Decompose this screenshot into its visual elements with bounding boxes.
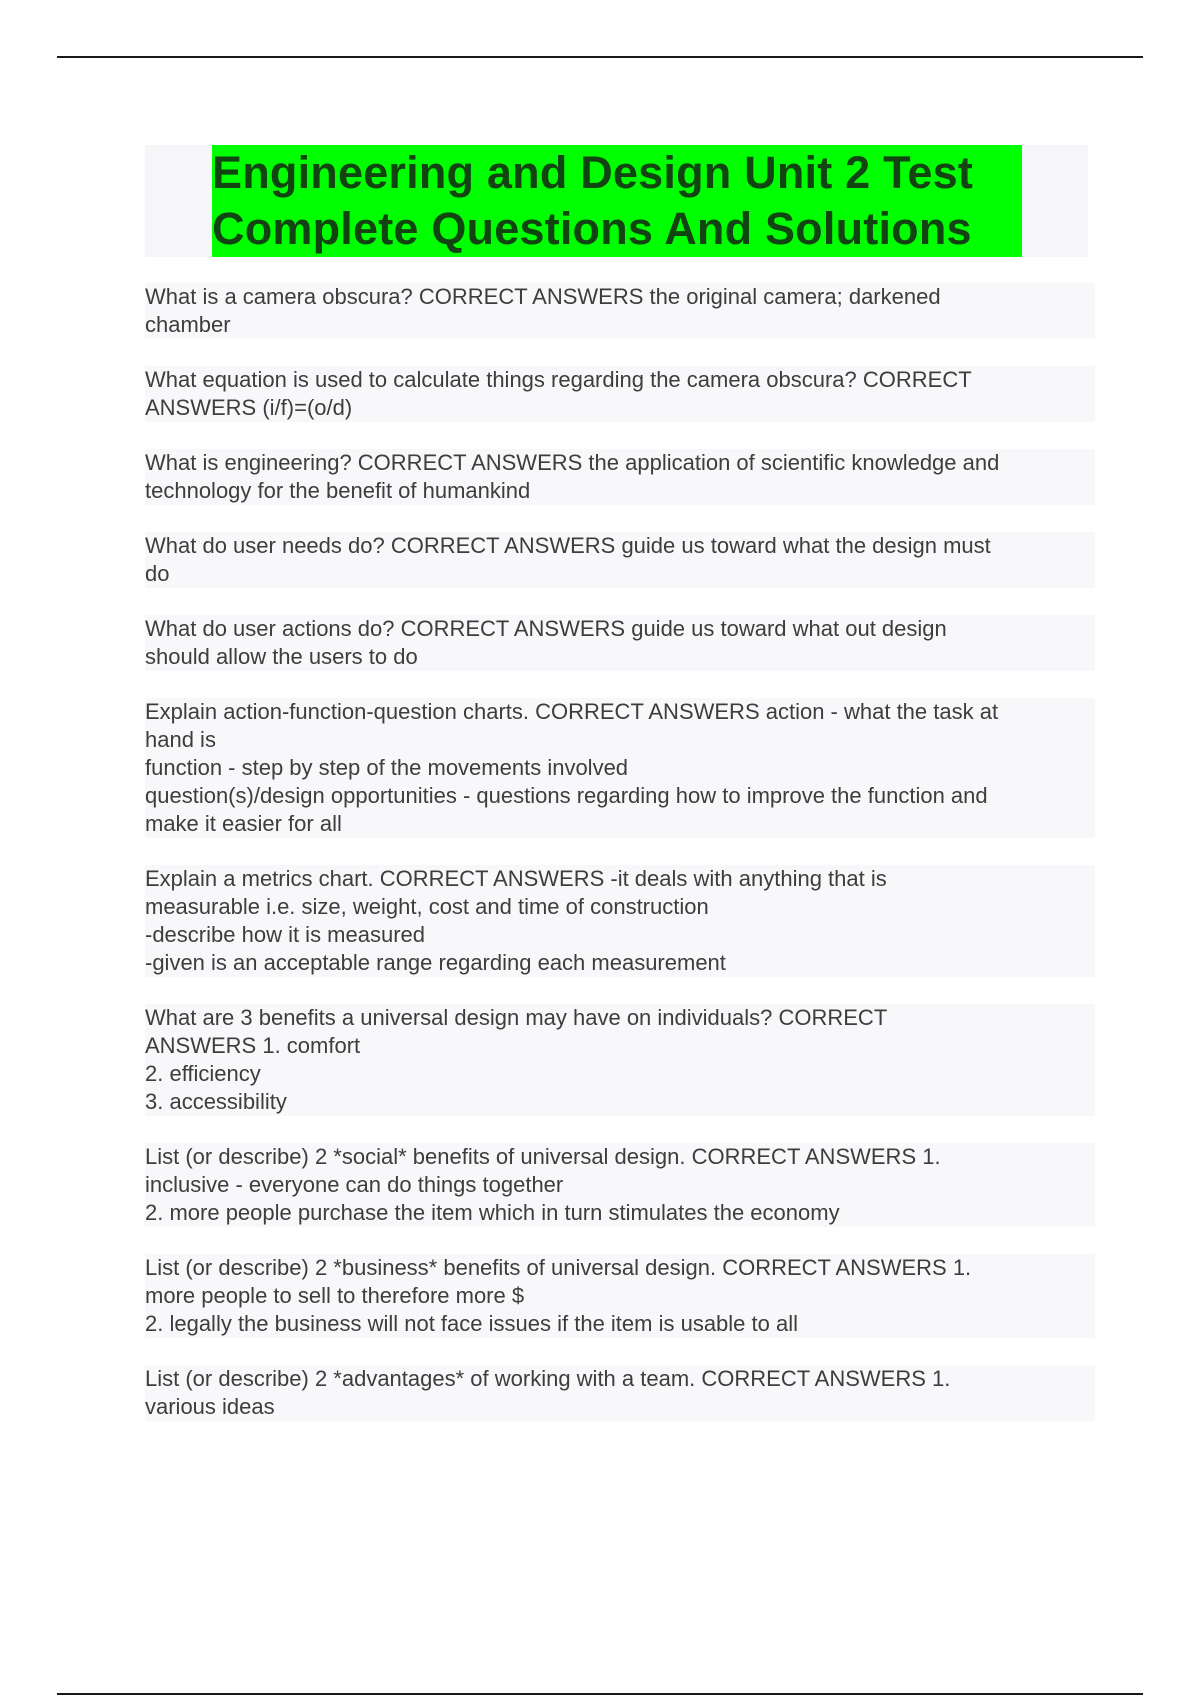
- qa-line: 3. accessibility: [145, 1089, 287, 1114]
- qa-line: ANSWERS (i/f)=(o/d): [145, 395, 353, 420]
- qa-line: What do user actions do? CORRECT ANSWERS guide us toward what out design: [145, 616, 947, 641]
- qa-line: List (or describe) 2 *social* benefits of universal design. CORRECT ANSWERS 1.: [145, 1144, 941, 1169]
- qa-line: 2. more people purchase the item which in turn stimulates the economy: [145, 1200, 840, 1225]
- qa-line: question(s)/design opportunities - questions regarding how to improve the function and: [145, 783, 988, 808]
- qa-line: chamber: [145, 312, 231, 337]
- qa-line: 2. legally the business will not face issues if the item is usable to all: [145, 1311, 798, 1336]
- qa-item: [145, 1254, 1095, 1338]
- qa-line: List (or describe) 2 *business* benefits of universal design. CORRECT ANSWERS 1.: [145, 1255, 972, 1280]
- qa-item: [145, 698, 1095, 838]
- qa-line: What do user needs do? CORRECT ANSWERS guide us toward what the design must: [145, 533, 991, 558]
- qa-item: [145, 1365, 1095, 1421]
- qa-item: [145, 449, 1095, 505]
- question-answer-list: [145, 283, 1095, 1448]
- qa-item: [145, 615, 1095, 671]
- qa-line: more people to sell to therefore more $: [145, 1283, 525, 1308]
- title-highlight: [212, 145, 1022, 257]
- qa-line: hand is: [145, 727, 216, 752]
- top-rule: [57, 56, 1143, 58]
- qa-item: [145, 532, 1095, 588]
- qa-line: -describe how it is measured: [145, 922, 426, 947]
- qa-line: List (or describe) 2 *advantages* of working with a team. CORRECT ANSWERS 1.: [145, 1366, 951, 1391]
- qa-item: [145, 1004, 1095, 1116]
- qa-line: ANSWERS 1. comfort: [145, 1033, 361, 1058]
- qa-line: inclusive - everyone can do things together: [145, 1172, 564, 1197]
- qa-line: do: [145, 561, 170, 586]
- qa-line: -given is an acceptable range regarding each measurement: [145, 950, 726, 975]
- qa-line: What equation is used to calculate things regarding the camera obscura? CORRECT: [145, 367, 972, 392]
- qa-line: What is a camera obscura? CORRECT ANSWERS the original camera; darkened: [145, 284, 941, 309]
- qa-line: Explain a metrics chart. CORRECT ANSWERS -it deals with anything that is: [145, 866, 887, 891]
- document-title-line-1: Engineering and Design Unit 2 Test: [212, 147, 974, 198]
- qa-line: measurable i.e. size, weight, cost and time of construction: [145, 894, 709, 919]
- qa-item: [145, 1143, 1095, 1227]
- qa-item: [145, 366, 1095, 422]
- title-block: [145, 145, 1088, 257]
- qa-line: various ideas: [145, 1394, 275, 1419]
- qa-line: What is engineering? CORRECT ANSWERS the application of scientific knowledge and: [145, 450, 1000, 475]
- qa-line: make it easier for all: [145, 811, 342, 836]
- qa-item: [145, 865, 1095, 977]
- qa-line: Explain action-function-question charts. CORRECT ANSWERS action - what the task at: [145, 699, 999, 724]
- qa-line: technology for the benefit of humankind: [145, 478, 531, 503]
- qa-line: What are 3 benefits a universal design may have on individuals? CORRECT: [145, 1005, 888, 1030]
- bottom-rule: [57, 1693, 1143, 1695]
- document-title-line-2: Complete Questions And Solutions: [212, 203, 972, 254]
- qa-line: should allow the users to do: [145, 644, 418, 669]
- qa-line: 2. efficiency: [145, 1061, 261, 1086]
- qa-item: [145, 283, 1095, 339]
- qa-line: function - step by step of the movements involved: [145, 755, 629, 780]
